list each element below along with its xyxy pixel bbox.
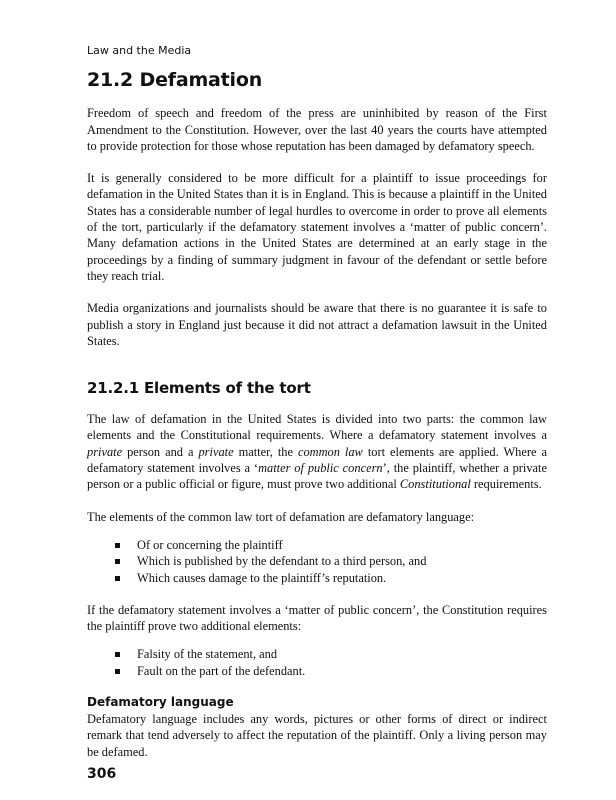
bullet-icon bbox=[115, 576, 120, 581]
italic-run: matter of public concern bbox=[258, 461, 383, 476]
text-run: matter, the bbox=[233, 444, 298, 459]
text-run: requirements. bbox=[470, 477, 542, 492]
intro-paragraph-2: It is generally considered to be more difficult for a plaintiff to issue proceedings for defamation in the United States than it is in England. This is because a plaintiff in the United States has a considerable number of legal hurdles to overcome in order to prove all elements of the tort, particularly if the defamatory statement involves a ‘matter of public concern’. Many defamation actions in the United States are determined at an early stage in the proceedings by a finding of summary judgment in favour of the defendant or settle before they reach trial. bbox=[87, 171, 547, 283]
page-number: 306 bbox=[87, 765, 117, 782]
running-header: Law and the Media bbox=[87, 44, 192, 57]
bullet-icon bbox=[115, 652, 120, 657]
intro-paragraph-1: Freedom of speech and freedom of the press are uninhibited by reason of the First Amendment to the Constitution. However, over the last 40 years the courts have attempted to provide protection for those whose reputation has been damaged by defamatory speech. bbox=[87, 106, 547, 153]
subsection-title: 21.2.1 Elements of the tort bbox=[87, 379, 311, 398]
italic-run: private bbox=[87, 444, 123, 459]
defamatory-language-heading: Defamatory language bbox=[87, 695, 234, 710]
text-run: ’, the plaintiff, whether a private person or a public official or figure, must prove two additional bbox=[87, 461, 547, 492]
text-run: tort elements are applied. Where a defamatory statement involves a ‘ bbox=[87, 444, 547, 476]
list-item bbox=[115, 537, 547, 553]
italic-run: Constitutional bbox=[399, 477, 471, 492]
constitution-intro: If the defamatory statement involves a ‘matter of public concern’, the Constitution requires the plaintiff prove two additional elements: bbox=[87, 602, 547, 634]
section-title: 21.2 Defamation bbox=[87, 69, 263, 92]
list-item bbox=[115, 553, 547, 569]
intro-paragraph-3: Media organizations and journalists should be aware that there is no guarantee it is safe to publish a story in England just because it did not attract a defamation lawsuit in the United States. bbox=[87, 301, 547, 348]
common-law-list bbox=[87, 537, 547, 586]
bullet-icon bbox=[115, 669, 120, 674]
text-run: person and a bbox=[122, 444, 199, 459]
list-item bbox=[115, 570, 547, 586]
constitution-list bbox=[87, 646, 547, 679]
list-item-text: Falsity of the statement, and bbox=[137, 647, 278, 662]
list-item-text: Of or concerning the plaintiff bbox=[137, 537, 283, 552]
italic-run: private bbox=[198, 444, 234, 459]
bullet-icon bbox=[115, 559, 120, 564]
list-item bbox=[115, 663, 547, 679]
common-law-intro: The elements of the common law tort of defamation are defamatory language: bbox=[87, 509, 475, 524]
list-item-text: Which causes damage to the plaintiff’s reputation. bbox=[137, 570, 387, 585]
list-item bbox=[115, 646, 547, 662]
list-item-text: Which is published by the defendant to a third person, and bbox=[137, 554, 427, 569]
page bbox=[87, 43, 547, 782]
bullet-icon bbox=[115, 543, 120, 548]
italic-run: common law bbox=[297, 444, 363, 459]
elements-paragraph bbox=[87, 411, 547, 492]
defamatory-language-text: Defamatory language includes any words, pictures or other forms of direct or indirect remark that tend adversely to affect the reputation of the plaintiff. Only a living person may be defamed. bbox=[87, 712, 547, 759]
list-item-text: Fault on the part of the defendant. bbox=[137, 663, 306, 678]
text-run: The law of defamation in the United States is divided into two parts: the common law elements and the Constitutional requirements. Where a defamatory statement involves a bbox=[87, 412, 547, 443]
